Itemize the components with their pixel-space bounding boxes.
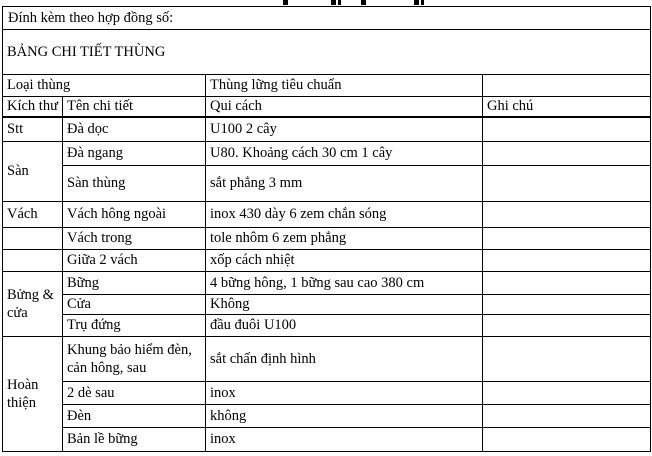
spec-cell: tole nhôm 6 zem phẳng xyxy=(206,228,483,250)
header-qui-cach: Qui cách xyxy=(206,97,483,117)
table-row xyxy=(3,202,651,228)
table-header-row xyxy=(3,97,651,117)
table-row xyxy=(3,337,651,382)
spec-cell: không xyxy=(206,405,483,428)
detail-name-cell: 2 dè sau xyxy=(63,382,206,405)
table-row xyxy=(3,428,651,452)
table-row xyxy=(3,250,651,272)
detail-name-cell: Trụ đứng xyxy=(63,315,206,337)
note-cell xyxy=(483,295,651,315)
note-cell xyxy=(483,117,651,142)
group-cell-vach: Vách xyxy=(3,202,63,228)
group-cell-empty xyxy=(3,228,63,250)
detail-name-cell: Sàn thùng xyxy=(63,166,206,202)
group-cell-bung-cua: Bửng & cửa xyxy=(3,272,63,337)
spec-cell: xốp cách nhiệt xyxy=(206,250,483,272)
group-cell-empty xyxy=(3,250,63,272)
attachment-row xyxy=(3,7,651,30)
detail-name-cell: Giữa 2 vách xyxy=(63,250,206,272)
spec-cell: inox xyxy=(206,428,483,452)
spec-cell: U80. Khoảng cách 30 cm 1 cây xyxy=(206,142,483,166)
detail-name-cell: Khung bảo hiểm đèn, cản hông, sau xyxy=(63,337,206,382)
box-type-label: Loại thùng xyxy=(3,75,206,97)
spec-cell: 4 bững hông, 1 bững sau cao 380 cm xyxy=(206,272,483,295)
box-type-note-cell xyxy=(483,75,651,97)
table-row xyxy=(3,228,651,250)
group-cell-hoan-thien: Hoàn thiện xyxy=(3,337,63,452)
table-row xyxy=(3,272,651,295)
box-type-value: Thùng lững tiêu chuẩn xyxy=(206,75,483,97)
detail-table xyxy=(2,6,651,452)
detail-name-cell: Đà ngang xyxy=(63,142,206,166)
spec-cell: inox 430 dày 6 zem chắn sóng xyxy=(206,202,483,228)
note-cell xyxy=(483,382,651,405)
title-row xyxy=(3,30,651,75)
note-cell xyxy=(483,166,651,202)
detail-name-cell: Cửa xyxy=(63,295,206,315)
detail-name-cell: Bững xyxy=(63,272,206,295)
spec-cell: đầu đuôi U100 xyxy=(206,315,483,337)
page-title: BẢNG CHI TIẾT THÙNG xyxy=(3,30,651,75)
table-row xyxy=(3,315,651,337)
detail-name-cell: Vách trong xyxy=(63,228,206,250)
detail-name-cell: Bản lề bững xyxy=(63,428,206,452)
note-cell xyxy=(483,315,651,337)
header-ghi-chu: Ghi chú xyxy=(483,97,651,117)
spec-cell: sắt phẳng 3 mm xyxy=(206,166,483,202)
spec-cell: Không xyxy=(206,295,483,315)
note-cell xyxy=(483,428,651,452)
note-cell xyxy=(483,228,651,250)
table-row xyxy=(3,405,651,428)
detail-name-cell: Đà dọc xyxy=(63,117,206,142)
detail-name-cell: Vách hông ngoài xyxy=(63,202,206,228)
spec-cell: sắt chấn định hình xyxy=(206,337,483,382)
table-row xyxy=(3,142,651,166)
attachment-line: Đính kèm theo hợp đồng số: xyxy=(3,7,651,30)
group-cell-stt: Stt xyxy=(3,117,63,142)
note-cell xyxy=(483,405,651,428)
note-cell xyxy=(483,142,651,166)
detail-name-cell: Đèn xyxy=(63,405,206,428)
table-row xyxy=(3,295,651,315)
note-cell xyxy=(483,337,651,382)
spec-cell: U100 2 cây xyxy=(206,117,483,142)
header-kich-thuoc: Kích thư xyxy=(3,97,63,117)
table-row xyxy=(3,117,651,142)
note-cell xyxy=(483,250,651,272)
table-row xyxy=(3,166,651,202)
header-ten-chi-tiet: Tên chi tiết xyxy=(63,97,206,117)
table-row xyxy=(3,382,651,405)
box-type-row xyxy=(3,75,651,97)
note-cell xyxy=(483,272,651,295)
spec-cell: inox xyxy=(206,382,483,405)
note-cell xyxy=(483,202,651,228)
group-cell-san: Sàn xyxy=(3,142,63,202)
